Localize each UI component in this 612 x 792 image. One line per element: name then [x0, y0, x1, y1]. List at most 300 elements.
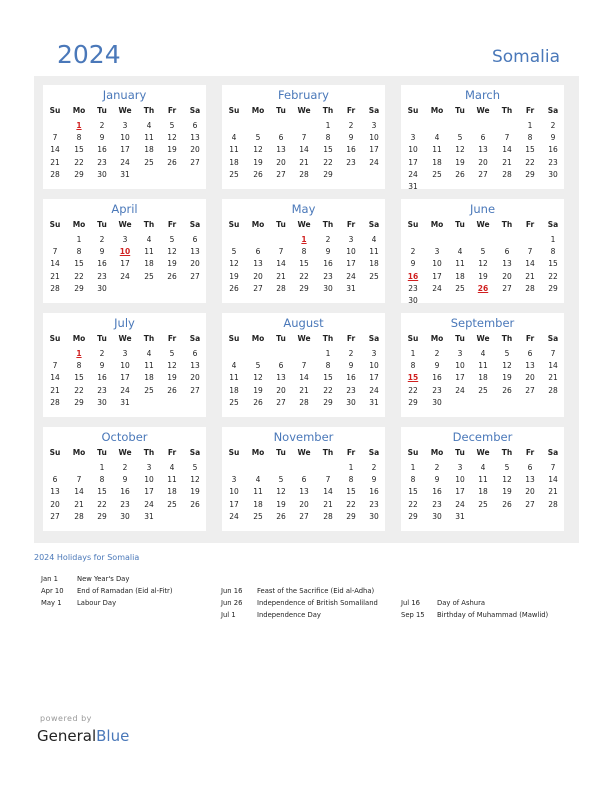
- calendar-day: 5: [169, 235, 175, 244]
- weekday-label: Sa: [547, 220, 559, 229]
- calendar-day: 23: [346, 385, 356, 395]
- calendar-day: 20: [276, 385, 286, 395]
- calendar-day: 16: [97, 373, 107, 383]
- calendar-day: 10: [408, 145, 418, 155]
- weekday-label: Tu: [97, 106, 107, 115]
- month-title: December: [452, 430, 513, 444]
- calendar-day: 11: [144, 247, 154, 257]
- weekday-label: We: [297, 334, 311, 343]
- weekday-label: Tu: [455, 334, 465, 343]
- calendar-day: 13: [525, 361, 535, 371]
- calendar-day: 12: [167, 247, 177, 257]
- calendar-day: 28: [548, 499, 558, 509]
- calendar-day: 30: [432, 397, 442, 407]
- calendar-day: 6: [255, 247, 261, 257]
- calendar-day: 31: [120, 397, 130, 407]
- calendar-day: 14: [548, 361, 558, 371]
- calendar-day: 5: [457, 133, 463, 143]
- calendar-day: 17: [120, 145, 130, 155]
- calendar-day: 6: [480, 133, 486, 143]
- calendar-day: 19: [167, 145, 177, 155]
- calendar-day: 2: [99, 349, 105, 358]
- calendar-day: 7: [325, 475, 331, 485]
- calendar-day: 24: [369, 385, 379, 395]
- calendar-day: 15: [323, 373, 333, 383]
- calendar-day: 27: [190, 385, 200, 395]
- calendar-day: 5: [504, 349, 510, 358]
- calendar-day: 19: [167, 373, 177, 383]
- calendar-day: 28: [50, 169, 60, 179]
- calendar-day: 16: [432, 373, 442, 383]
- calendar-day: 11: [432, 145, 442, 155]
- month-title: July: [114, 316, 135, 330]
- weekday-label: We: [476, 334, 490, 343]
- calendar-day: 23: [323, 271, 333, 281]
- weekday-label: Tu: [455, 448, 465, 457]
- calendar-day: 21: [299, 157, 309, 167]
- holiday-date: 16: [407, 271, 419, 281]
- calendar-day: 17: [369, 373, 379, 383]
- calendar-day: 26: [167, 385, 177, 395]
- calendar-day: 29: [299, 283, 309, 293]
- calendar-day: 20: [190, 145, 200, 155]
- calendar-day: 2: [348, 121, 354, 130]
- calendar-day: 24: [229, 511, 239, 521]
- calendar-day: 9: [99, 247, 105, 257]
- calendar-day: 8: [76, 361, 82, 371]
- calendar-day: 2: [99, 121, 105, 130]
- weekday-label: Fr: [525, 334, 535, 343]
- weekday-label: Mo: [251, 220, 265, 229]
- calendar-day: 1: [410, 463, 416, 472]
- calendar-day: 29: [525, 169, 535, 179]
- holiday-date: 1: [76, 121, 82, 130]
- calendar-day: 8: [348, 475, 354, 485]
- calendar-day: 22: [74, 271, 84, 281]
- weekday-label: Mo: [72, 220, 86, 229]
- calendar-day: 5: [231, 247, 237, 257]
- calendar-day: 4: [371, 235, 377, 244]
- weekday-label: We: [118, 220, 132, 229]
- calendar-day: 18: [144, 145, 154, 155]
- holiday-name: Day of Ashura: [437, 599, 486, 607]
- month-title: August: [283, 316, 324, 330]
- holiday-date-label: Sep 15: [401, 611, 425, 619]
- calendar-day: 1: [410, 349, 416, 358]
- calendar-day: 7: [550, 463, 556, 472]
- calendar-day: 29: [74, 397, 84, 407]
- calendar-day: 26: [253, 169, 263, 179]
- calendar-day: 19: [455, 157, 465, 167]
- weekday-label: We: [297, 448, 311, 457]
- calendar-day: 26: [502, 385, 512, 395]
- calendar-day: 3: [410, 133, 416, 143]
- calendar-day: 2: [434, 349, 440, 358]
- weekday-label: Tu: [97, 448, 107, 457]
- calendar-day: 18: [144, 259, 154, 269]
- calendar-day: 26: [253, 397, 263, 407]
- calendar-day: 11: [478, 361, 488, 371]
- weekday-label: Th: [322, 220, 334, 229]
- calendar-day: 15: [74, 259, 84, 269]
- weekday-label: Fr: [167, 106, 177, 115]
- calendar-day: 27: [299, 511, 309, 521]
- calendar-day: 24: [369, 157, 379, 167]
- calendar-day: 25: [229, 169, 239, 179]
- weekday-label: Mo: [430, 448, 444, 457]
- calendar-day: 22: [74, 385, 84, 395]
- calendar-day: 30: [120, 511, 130, 521]
- calendar-day: 27: [525, 499, 535, 509]
- holiday-name: Feast of the Sacrifice (Eid al-Adha): [257, 587, 375, 595]
- calendar-day: 1: [527, 121, 533, 130]
- calendar-day: 26: [455, 169, 465, 179]
- calendar-day: 7: [527, 247, 533, 257]
- calendar-day: 2: [434, 463, 440, 472]
- calendar-day: 25: [478, 499, 488, 509]
- holiday-date: 15: [407, 373, 419, 383]
- calendar-day: 24: [432, 283, 442, 293]
- weekday-label: Mo: [251, 106, 265, 115]
- calendar-day: 6: [504, 247, 510, 257]
- weekday-label: Mo: [251, 334, 265, 343]
- calendar-day: 29: [97, 511, 107, 521]
- calendar-day: 28: [74, 511, 84, 521]
- calendar-day: 14: [548, 475, 558, 485]
- calendar-day: 15: [74, 145, 84, 155]
- calendar-day: 9: [99, 361, 105, 371]
- calendar-day: 28: [50, 397, 60, 407]
- calendar-day: 3: [434, 247, 440, 257]
- calendar-day: 24: [408, 169, 418, 179]
- holidays-title: 2024 Holidays for Somalia: [34, 553, 140, 562]
- calendar-day: 19: [502, 373, 512, 383]
- weekday-label: Th: [501, 106, 513, 115]
- calendar-day: 28: [525, 283, 535, 293]
- calendar-day: 14: [299, 145, 309, 155]
- calendar-day: 7: [301, 133, 307, 143]
- calendar-day: 28: [276, 283, 286, 293]
- calendar-day: 24: [455, 385, 465, 395]
- calendar-day: 16: [548, 145, 558, 155]
- calendar-day: 17: [120, 373, 130, 383]
- calendar-day: 10: [432, 259, 442, 269]
- calendar-day: 17: [229, 499, 239, 509]
- calendar-day: 18: [455, 271, 465, 281]
- calendar-day: 22: [346, 499, 356, 509]
- month-june: [401, 199, 564, 303]
- calendar-day: 28: [299, 397, 309, 407]
- calendar-day: 28: [323, 511, 333, 521]
- weekday-label: Mo: [72, 448, 86, 457]
- calendar-day: 18: [229, 157, 239, 167]
- calendar-day: 21: [50, 157, 60, 167]
- calendar-day: 4: [169, 463, 175, 472]
- calendar-day: 22: [323, 385, 333, 395]
- calendar-day: 15: [548, 259, 558, 269]
- calendar-day: 1: [325, 121, 331, 130]
- calendar-day: 5: [192, 463, 198, 472]
- calendar-day: 9: [348, 361, 354, 371]
- calendar-day: 30: [408, 296, 418, 305]
- calendar-day: 15: [525, 145, 535, 155]
- calendar-day: 5: [169, 121, 175, 130]
- calendar-day: 8: [301, 247, 307, 257]
- weekday-label: We: [476, 106, 490, 115]
- calendar-day: 30: [346, 397, 356, 407]
- calendar-day: 13: [190, 361, 200, 371]
- calendar-day: 14: [525, 259, 535, 269]
- calendar-day: 31: [455, 511, 465, 521]
- calendar-day: 16: [432, 487, 442, 497]
- month-july: [43, 313, 206, 417]
- calendar-day: 26: [276, 511, 286, 521]
- weekday-label: Tu: [455, 106, 465, 115]
- brand-general: General: [37, 727, 97, 745]
- calendar-day: 2: [410, 247, 416, 257]
- calendar-day: 13: [478, 145, 488, 155]
- calendar-day: 3: [122, 121, 128, 130]
- calendar-day: 12: [253, 145, 263, 155]
- calendar-day: 13: [502, 259, 512, 269]
- calendar-day: 25: [455, 283, 465, 293]
- weekday-label: Fr: [167, 448, 177, 457]
- calendar-day: 16: [346, 373, 356, 383]
- calendar-day: 10: [455, 475, 465, 485]
- calendar-day: 3: [348, 235, 354, 244]
- calendar-day: 9: [99, 133, 105, 143]
- calendar-day: 16: [323, 259, 333, 269]
- calendar-day: 26: [502, 499, 512, 509]
- calendar-day: 27: [502, 283, 512, 293]
- calendar-day: 12: [167, 133, 177, 143]
- weekday-label: Th: [143, 334, 155, 343]
- calendar-day: 5: [169, 349, 175, 358]
- calendar-day: 25: [144, 271, 154, 281]
- calendar-day: 14: [502, 145, 512, 155]
- holiday-name: Birthday of Muhammad (Mawlid): [437, 611, 549, 619]
- calendar-day: 11: [144, 361, 154, 371]
- holiday-date-label: Apr 10: [41, 587, 64, 595]
- calendar-day: 11: [455, 259, 465, 269]
- weekday-label: Fr: [525, 106, 535, 115]
- weekday-label: We: [297, 106, 311, 115]
- calendar-day: 20: [190, 259, 200, 269]
- weekday-label: Su: [49, 334, 61, 343]
- calendar-day: 24: [120, 157, 130, 167]
- calendar-day: 22: [408, 385, 418, 395]
- holiday-date: 10: [119, 247, 131, 257]
- calendar-day: 25: [144, 157, 154, 167]
- calendar-day: 4: [146, 235, 152, 244]
- calendar-day: 18: [253, 499, 263, 509]
- weekday-label: Su: [228, 448, 240, 457]
- calendar-day: 8: [410, 475, 416, 485]
- calendar-day: 23: [408, 283, 418, 293]
- weekday-label: Tu: [276, 106, 286, 115]
- calendar-day: 25: [432, 169, 442, 179]
- calendar-day: 7: [76, 475, 82, 485]
- calendar-day: 8: [527, 133, 533, 143]
- calendar-day: 4: [255, 475, 261, 485]
- weekday-label: Mo: [430, 334, 444, 343]
- calendar-day: 26: [167, 271, 177, 281]
- month-title: May: [291, 202, 316, 216]
- calendar-day: 27: [478, 169, 488, 179]
- weekday-label: We: [118, 448, 132, 457]
- country-name: Somalia: [491, 47, 560, 67]
- calendar-day: 21: [548, 487, 558, 497]
- calendar-day: 30: [97, 283, 107, 293]
- calendar-day: 12: [190, 475, 200, 485]
- weekday-label: Fr: [346, 448, 356, 457]
- month-title: June: [469, 202, 496, 216]
- calendar-day: 10: [455, 361, 465, 371]
- calendar-day: 11: [478, 475, 488, 485]
- holiday-date-label: Jul 1: [221, 611, 236, 619]
- calendar-day: 7: [301, 361, 307, 371]
- calendar-day: 29: [548, 283, 558, 293]
- calendar-day: 29: [74, 169, 84, 179]
- holiday-name: End of Ramadan (Eid al-Fitr): [77, 587, 173, 595]
- calendar-day: 25: [144, 385, 154, 395]
- calendar-day: 9: [371, 475, 377, 485]
- calendar-day: 20: [50, 499, 60, 509]
- calendar-day: 8: [325, 361, 331, 371]
- calendar-day: 5: [255, 361, 261, 371]
- calendar-day: 8: [99, 475, 105, 485]
- holiday-name: Independence of British Somaliland: [257, 599, 378, 607]
- weekday-label: Mo: [430, 106, 444, 115]
- calendar-day: 13: [190, 133, 200, 143]
- calendar-day: 21: [525, 271, 535, 281]
- weekday-label: Su: [407, 334, 419, 343]
- weekday-label: Th: [143, 220, 155, 229]
- calendar-day: 4: [457, 247, 463, 257]
- calendar-day: 25: [229, 397, 239, 407]
- weekday-label: Th: [322, 106, 334, 115]
- weekday-label: Su: [407, 448, 419, 457]
- calendar-day: 1: [550, 235, 556, 244]
- calendar-day: 21: [74, 499, 84, 509]
- calendar-day: 30: [97, 397, 107, 407]
- calendar-day: 30: [369, 511, 379, 521]
- weekday-label: We: [118, 106, 132, 115]
- calendar-day: 25: [167, 499, 177, 509]
- calendar-day: 27: [253, 283, 263, 293]
- calendar-day: 30: [432, 511, 442, 521]
- calendar-day: 13: [276, 145, 286, 155]
- calendar-day: 9: [122, 475, 128, 485]
- calendar-day: 30: [97, 169, 107, 179]
- calendar-day: 3: [457, 463, 463, 472]
- calendar-day: 2: [325, 235, 331, 244]
- calendar-day: 25: [478, 385, 488, 395]
- calendar-day: 17: [144, 487, 154, 497]
- calendar-day: 1: [325, 349, 331, 358]
- calendar-day: 2: [122, 463, 128, 472]
- weekday-label: We: [476, 220, 490, 229]
- calendar-day: 12: [167, 361, 177, 371]
- weekday-label: Fr: [167, 334, 177, 343]
- calendar-day: 16: [97, 259, 107, 269]
- calendar-day: 23: [346, 157, 356, 167]
- powered-by-text: powered by: [40, 714, 92, 723]
- calendar-day: 17: [455, 373, 465, 383]
- calendar-day: 9: [434, 361, 440, 371]
- calendar-day: 19: [253, 385, 263, 395]
- calendar-day: 19: [253, 157, 263, 167]
- weekday-label: Sa: [368, 334, 380, 343]
- calendar-day: 6: [192, 235, 198, 244]
- calendar-day: 18: [478, 373, 488, 383]
- calendar-day: 4: [480, 349, 486, 358]
- calendar-day: 7: [52, 247, 58, 257]
- month-title: November: [273, 430, 334, 444]
- calendar-day: 8: [550, 247, 556, 257]
- calendar-day: 22: [548, 271, 558, 281]
- calendar-day: 13: [525, 475, 535, 485]
- calendar-day: 21: [299, 385, 309, 395]
- calendar-day: 7: [52, 361, 58, 371]
- calendar-day: 27: [276, 169, 286, 179]
- calendar-day: 31: [120, 169, 130, 179]
- calendar-day: 9: [348, 133, 354, 143]
- calendar-day: 18: [229, 385, 239, 395]
- calendar-day: 27: [525, 385, 535, 395]
- calendar-day: 3: [371, 349, 377, 358]
- weekday-label: Su: [49, 220, 61, 229]
- calendar-day: 23: [97, 157, 107, 167]
- calendar-day: 7: [52, 133, 58, 143]
- holiday-date: 1: [301, 235, 307, 244]
- calendar-day: 17: [455, 487, 465, 497]
- calendar-day: 19: [167, 259, 177, 269]
- calendar-day: 15: [299, 259, 309, 269]
- calendar-day: 13: [50, 487, 60, 497]
- calendar-day: 17: [432, 271, 442, 281]
- calendar-day: 17: [346, 259, 356, 269]
- calendar-day: 19: [502, 487, 512, 497]
- weekday-label: Th: [143, 106, 155, 115]
- calendar-day: 14: [276, 259, 286, 269]
- weekday-label: Tu: [276, 448, 286, 457]
- weekday-label: Mo: [251, 448, 265, 457]
- weekday-label: Mo: [430, 220, 444, 229]
- holiday-date-label: Jun 16: [221, 587, 243, 595]
- calendar-day: 23: [432, 499, 442, 509]
- holiday-date-label: Jun 26: [221, 599, 243, 607]
- weekday-label: Tu: [455, 220, 465, 229]
- weekday-label: Su: [228, 106, 240, 115]
- weekday-label: Tu: [276, 220, 286, 229]
- calendar-day: 3: [371, 121, 377, 130]
- calendar-day: 10: [120, 133, 130, 143]
- calendar-day: 13: [276, 373, 286, 383]
- calendar-day: 21: [548, 373, 558, 383]
- calendar-day: 11: [229, 373, 239, 383]
- calendar-day: 30: [323, 283, 333, 293]
- weekday-label: Mo: [72, 334, 86, 343]
- calendar-day: 31: [369, 397, 379, 407]
- calendar-day: 20: [253, 271, 263, 281]
- calendar-day: 13: [299, 487, 309, 497]
- calendar-day: 20: [525, 487, 535, 497]
- calendar-day: 13: [190, 247, 200, 257]
- holiday-date-label: Jul 16: [401, 599, 421, 607]
- calendar-day: 18: [369, 259, 379, 269]
- calendar-day: 12: [455, 145, 465, 155]
